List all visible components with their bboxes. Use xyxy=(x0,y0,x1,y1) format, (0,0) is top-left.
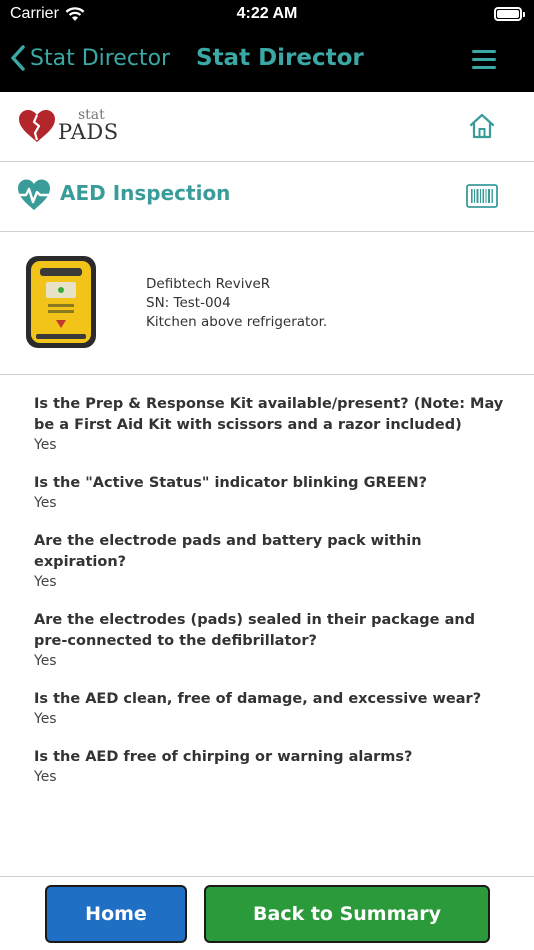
logo-big-text: PADS xyxy=(58,120,119,144)
question-answer: Yes xyxy=(34,653,57,669)
section-header xyxy=(0,162,534,232)
back-button[interactable] xyxy=(10,44,170,72)
hamburger-menu-icon[interactable] xyxy=(472,50,496,70)
footer-actions xyxy=(0,876,534,950)
question-answer: Yes xyxy=(34,495,57,511)
home-icon[interactable] xyxy=(468,112,496,140)
question-item xyxy=(34,531,504,592)
question-text: Are the electrodes (pads) sealed in their package and pre-connected to the defibrillator? xyxy=(34,612,476,649)
question-text: Is the AED free of chirping or warning alarms? xyxy=(34,749,413,765)
inspection-questions xyxy=(34,394,504,805)
section-title: AED Inspection xyxy=(60,181,231,205)
aed-device-image xyxy=(24,254,98,350)
question-text: Is the "Active Status" indicator blinking GREEN? xyxy=(34,475,428,491)
broken-heart-icon xyxy=(18,109,56,143)
logo-small-text: stat xyxy=(78,107,105,123)
nav-title: Stat Director xyxy=(196,45,364,71)
chevron-left-icon xyxy=(10,44,26,72)
question-answer: Yes xyxy=(34,711,57,727)
device-details xyxy=(146,275,327,332)
statpads-logo xyxy=(18,108,119,143)
question-item xyxy=(34,747,504,787)
logo-header xyxy=(0,92,534,162)
question-item xyxy=(34,473,504,513)
clock: 4:22 AM xyxy=(236,5,298,22)
heart-pulse-icon xyxy=(16,177,52,213)
question-item xyxy=(34,394,504,455)
device-location: Kitchen above refrigerator. xyxy=(146,314,328,330)
battery-icon xyxy=(494,7,522,21)
back-button-label: Stat Director xyxy=(30,45,171,71)
barcode-scan-icon[interactable] xyxy=(466,184,498,208)
question-answer: Yes xyxy=(34,437,57,453)
status-bar xyxy=(0,0,534,30)
device-summary xyxy=(0,232,534,375)
navigation-bar xyxy=(0,30,534,92)
question-item xyxy=(34,689,504,729)
question-text: Are the electrode pads and battery pack within expiration? xyxy=(34,533,422,570)
question-answer: Yes xyxy=(34,574,57,590)
question-text: Is the Prep & Response Kit available/present? (Note: May be a First Aid Kit with scissors and a razor included) xyxy=(34,396,504,433)
back-to-summary-button[interactable]: Back to Summary xyxy=(204,885,490,943)
carrier-label: Carrier xyxy=(10,5,59,22)
logo-wordmark xyxy=(58,108,119,143)
question-answer: Yes xyxy=(34,769,57,785)
question-text: Is the AED clean, free of damage, and excessive wear? xyxy=(34,691,482,707)
home-button[interactable]: Home xyxy=(45,885,187,943)
question-item xyxy=(34,610,504,671)
device-model: Defibtech ReviveR xyxy=(146,276,271,292)
device-serial: SN: Test-004 xyxy=(146,295,231,311)
